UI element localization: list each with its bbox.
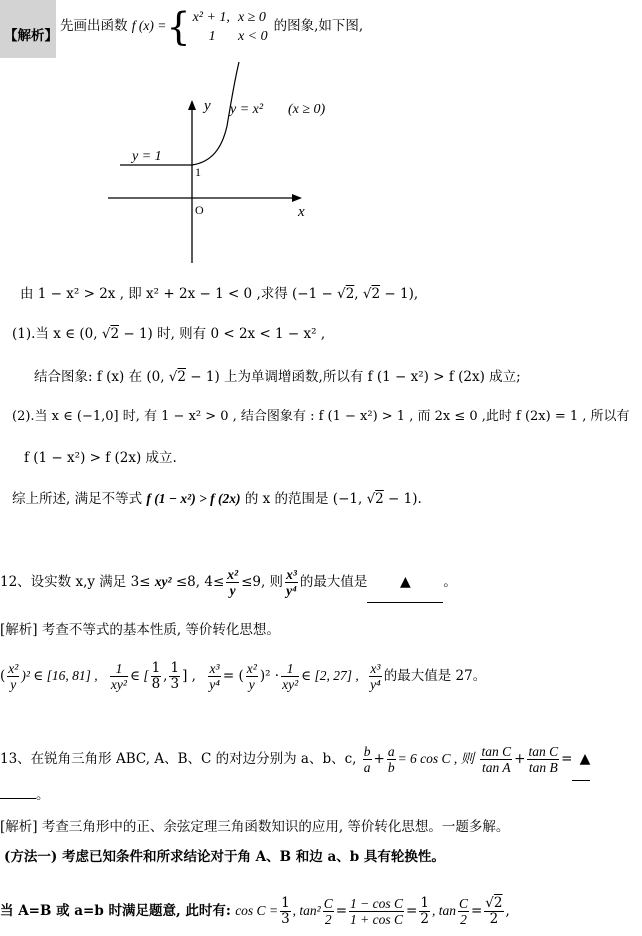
case1-expr: x² + 1,: [192, 9, 230, 25]
answer-blank-12[interactable]: ▲: [367, 562, 443, 603]
y-axis-label: y: [204, 98, 211, 114]
analysis-badge: [0, 0, 56, 58]
piecewise-cases: [191, 8, 274, 46]
final-derivation: 当 A=B 或 a=b 时满足题意, 此时有: cos C = $\frac{1}{3}$ , tan² $\frac{C}{2}$ = $\frac{\text{1 − cos C}}{\text{1 + cos C}}$ = $\frac{1}{2}$ , tan $\frac{C}{2}$ = $\frac{√2}{2}$ ,: [0, 895, 510, 927]
analysis-badge-label: 【解析】: [4, 28, 58, 44]
q12-analysis: [解析] 考查不等式的基本性质, 等价转化思想。: [0, 622, 280, 638]
question-13: 13、在锐角三角形 ABC, A、B、C 的对边分别为 a、b、c, $\frac{b}{a}$ + $\frac{a}{b}$ = 6 cos C , 则 $\frac{\text{tan C}}{\text{tan A}}$ + $\frac{\text{tan C}}{\text{tan B}}$ = ▲: [0, 738, 590, 781]
q12-derivation: ( $\frac{\text{x²}}{y}$ )² ∈ [16, 81] , $\frac{1}{\text{xy²}}$ ∈ [ $\frac{1}{8}$ , $\frac{1}{3}$ ] , $\frac{\text{x³}}{\text{y⁴}}$ = ( $\frac{\text{x²}}{y}$ )² · $\frac{1}{\text{xy²}}$ ∈ [2, 27] , $\frac{\text{x³}}{\text{y⁴}}$ 的最大值是 27。: [0, 660, 487, 692]
q12-frac-1: $\frac{\text{x²}}{y}$: [227, 567, 239, 598]
curve-cond: (x ≥ 0): [288, 102, 326, 117]
intro-pre: 先画出函数: [60, 18, 128, 34]
q13-analysis: [解析] 考查三角形中的正、余弦定理三角函数知识的应用, 等价转化思想。一题多解。: [0, 819, 510, 835]
case2-cond: x < 0: [237, 28, 268, 44]
y-axis-arrow: [188, 100, 196, 110]
solution-line-4: (2).当 x ∈ (−1,0] 时, 有 1 − x² > 0 , 结合图象有 : f (1 − x²) > 1 , 而 2x ≤ 0 ,此时 f (2x) = 1 , 所以有: [12, 409, 630, 424]
line-label: y = 1: [132, 149, 162, 164]
case2-expr: 1: [208, 28, 216, 44]
intro-post: 的图象,如下图,: [273, 18, 364, 34]
solution-summary: 综上所述, 满足不等式 f (1 − x²) > f (2x) 的 x 的范围是 (−1, √2 − 1).: [12, 491, 422, 507]
summary-inequality: f (1 − x²) > f (2x): [146, 491, 241, 506]
solution-line-2: (1).当 x ∈ (0, √2 − 1) 时, 则有 0 < 2x < 1 − x² ,: [12, 326, 326, 342]
answer-blank-13-start[interactable]: ▲: [572, 738, 590, 781]
function-graph: [100, 58, 340, 263]
solution-line-5: f (1 − x²) > f (2x) 成立.: [24, 450, 177, 466]
answer-blank-13-end[interactable]: 。: [0, 786, 50, 804]
solution-line-3: 结合图象: f (x) 在 (0, √2 − 1) 上为单调增函数,所以有 f (1 − x²) > f (2x) 成立;: [34, 369, 521, 385]
intro-line: [60, 4, 364, 49]
case1-cond: x ≥ 0: [237, 9, 266, 25]
curve-label: y = x²: [230, 102, 264, 117]
q12-frac-2: $\frac{\text{x³}}{\text{y⁴}}$: [286, 567, 297, 598]
intro-fx: f (x) =: [131, 18, 167, 33]
piecewise-brace: {: [166, 4, 191, 49]
x-axis-arrow: [292, 194, 302, 202]
method-1: (方法一) 考虑已知条件和所求结论对于角 A、B 和边 a、b 具有轮换性。: [4, 849, 445, 865]
origin-label: O: [195, 203, 204, 217]
question-12: 12、设实数 x,y 满足 3≤ xy² ≤8, 4≤ $\frac{\text{x²}}{y}$ ≤9, 则 $\frac{\text{x³}}{\text{y⁴}}$ 的最大值是 ▲ 。: [0, 562, 457, 603]
solution-line-1: 由 1 − x² > 2x , 即 x² + 2x − 1 < 0 ,求得 (−1 − √2, √2 − 1),: [20, 286, 419, 302]
tick-one-label: 1: [195, 165, 201, 179]
x-axis-label: x: [298, 204, 305, 220]
